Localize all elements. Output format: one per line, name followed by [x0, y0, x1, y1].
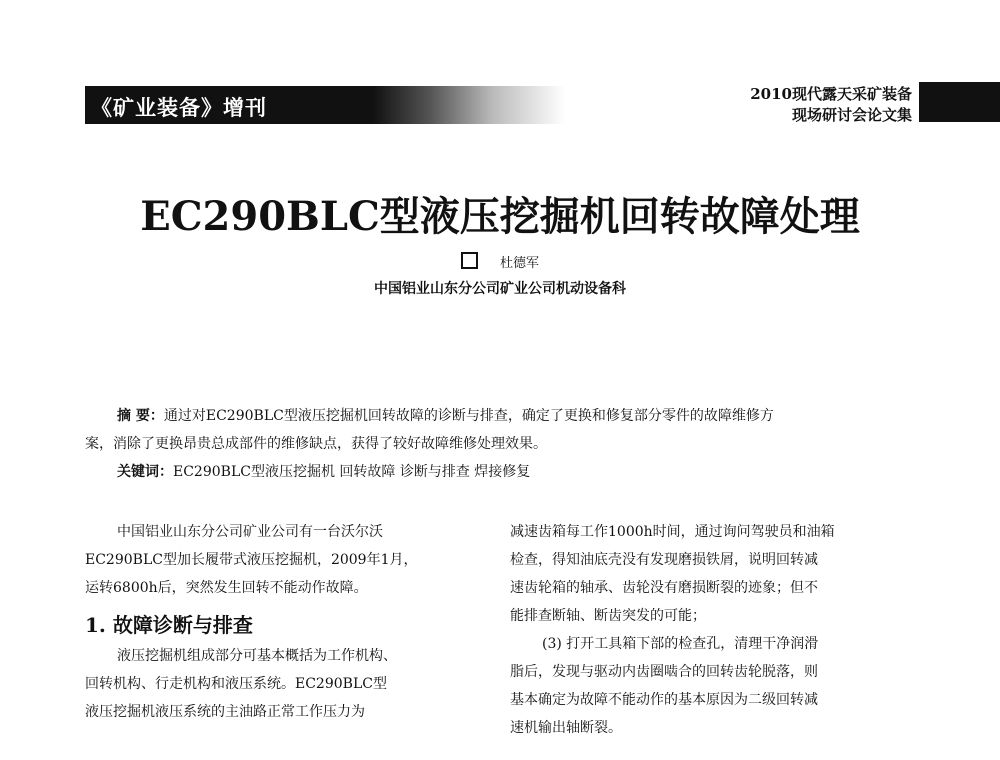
abstract-text-1: 通过对EC290BLC型液压挖掘机回转故障的诊断与排查，确定了更换和修复部分零件的故障维修方 [163, 408, 774, 424]
body-line: 速齿轮箱的轴承、齿轮没有磨损断裂的迹象；但不 [510, 580, 818, 596]
body-line: 液压挖掘机组成部分可基本概括为工作机构、 [117, 648, 397, 664]
conference-title [750, 84, 912, 126]
keywords-label: 关键词： [117, 464, 173, 480]
body-right-column [510, 518, 920, 742]
abstract-line-2: 案，消除了更换昂贵总成部件的维修缺点，获得了较好故障维修处理效果。 [85, 436, 547, 452]
affiliation: 中国铝业山东分公司矿业公司机动设备科 [374, 281, 626, 297]
body-line: 脂后，发现与驱动内齿圈啮合的回转齿轮脱落，则 [510, 664, 818, 680]
journal-name: 《矿业装备》增刊 [91, 96, 267, 120]
paper-title: EC290BLC型液压挖掘机回转故障处理 [140, 193, 860, 240]
abstract [85, 402, 920, 486]
abstract-label: 摘 要： [117, 408, 164, 424]
section-heading: 1. 故障诊断与排查 [85, 613, 253, 637]
keywords-text: EC290BLC型液压挖掘机 回转故障 诊断与排查 焊接修复 [173, 464, 531, 480]
conference-line-1: 2010现代露天采矿装备 [750, 85, 912, 103]
journal-banner [85, 86, 565, 124]
body-line: 运转6800h后，突然发生回转不能动作故障。 [85, 580, 368, 596]
body-line: 回转机构、行走机构和液压系统。EC290BLC型 [85, 676, 387, 692]
body-line: 液压挖掘机液压系统的主油路正常工作压力为 [85, 704, 365, 720]
body-line: 速机输出轴断裂。 [510, 720, 622, 736]
body-line: 基本确定为故障不能动作的基本原因为二级回转减 [510, 692, 818, 708]
body-left-column [85, 518, 490, 726]
body-line: EC290BLC型加长履带式液压挖掘机，2009年1月， [85, 552, 418, 568]
body-line: (3) 打开工具箱下部的检查孔，清理干净润滑 [542, 636, 819, 652]
keywords-line [85, 458, 920, 486]
body-line: 中国铝业山东分公司矿业公司有一台沃尔沃 [117, 524, 383, 540]
square-icon [461, 252, 478, 269]
conference-line-2: 现场研讨会论文集 [791, 106, 912, 124]
author-name: 杜德军 [499, 256, 539, 271]
body-line: 减速齿箱每工作1000h时间，通过询问驾驶员和油箱 [510, 524, 835, 540]
author-line [0, 252, 1000, 271]
edge-tab-block [919, 82, 1000, 122]
body-line: 检查，得知油底壳没有发现磨损铁屑，说明回转减 [510, 552, 818, 568]
abstract-line-1 [85, 402, 920, 430]
body-line: 能排查断轴、断齿突发的可能； [510, 608, 706, 624]
